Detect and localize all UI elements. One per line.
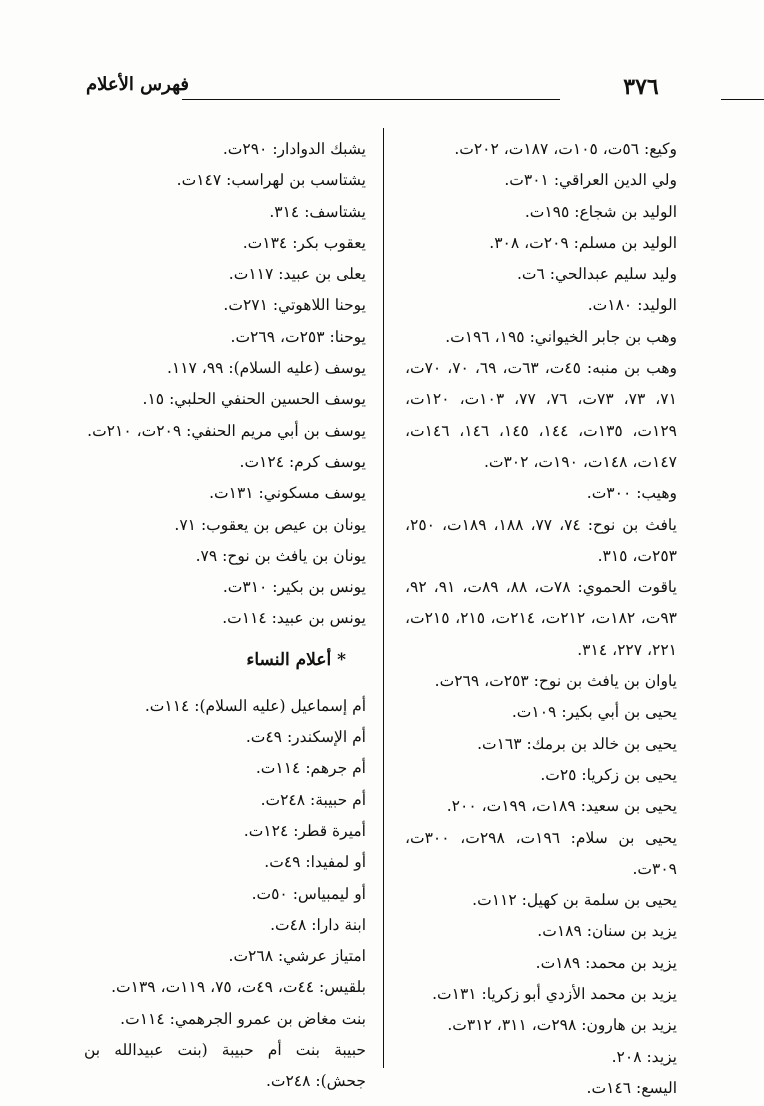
index-entry: يزيد بن محمد الأزدي أبو زكريا: ١٣١ت. [432, 985, 677, 1004]
index-entry: يعلى بن عبيد: ١١٧ت. [228, 265, 366, 284]
index-entry: ابنة دارا: ٤٨ت. [270, 915, 366, 934]
index-entry: يونان بن عيص بن يعقوب: ٧١. [174, 515, 366, 534]
index-entry: يونس بن بكير: ٣١٠ت. [222, 578, 366, 597]
index-entry: يوحنا: ٢٥٣ت، ٢٦٩ت. [230, 327, 366, 346]
index-entry: يافث بن نوح: ٧٤، ٧٧، ١٨٨، ١٨٩ت، ٢٥٠، ٢٥٣ت، ٣١٥. [405, 515, 677, 565]
index-entry: وهب بن منبه: ٤٥ت، ٦٣ت، ٦٩، ٧٠، ٧٠ت، ٧١، ٧٣، ٧٣ت، ٧٦، ٧٧، ١٠٣ت، ١٢٠ت، ١٢٩ت، ١٣٥ت، ١٤٤، ١٤٥، ١٤٦، ١٤٦ت، ١٤٧ت، ١٤٨ت، ١٩٠ت، ٣٠٢ت. [405, 359, 677, 471]
index-entry: الوليد بن مسلم: ٢٠٩ت، ٣٠٨. [489, 233, 677, 252]
index-entry: يحيى بن خالد بن برمك: ١٦٣ت. [477, 734, 677, 753]
index-entry: يزيد: ٢٠٨. [611, 1047, 677, 1066]
index-entry: بنت مغاض بن عمرو الجرهمي: ١١٤ت. [120, 1009, 366, 1028]
index-entry: أم الإسكندر: ٤٩ت. [245, 728, 366, 747]
index-entry: أميرة قطر: ١٢٤ت. [243, 821, 366, 840]
index-column-left [84, 134, 366, 1098]
index-entry: يوسف مسكوني: ١٣١ت. [209, 484, 366, 503]
page-header [86, 72, 678, 112]
index-entry: يوسف (عليه السلام): ٩٩، ١١٧. [166, 359, 366, 378]
index-entry: يوسف بن أبي مريم الحنفي: ٢٠٩ت، ٢١٠ت. [87, 421, 366, 440]
index-entry: يونس بن عبيد: ١١٤ت. [222, 609, 366, 628]
index-entry: يوسف كرم: ١٢٤ت. [239, 452, 366, 471]
index-entry: حبيبة بنت أم حبيبة (بنت عبيدالله بن جحش): ٢٤٨ت. [84, 1041, 366, 1091]
section-heading-women: * أعلام النساء [246, 649, 346, 670]
index-entry: أم جرهم: ١١٤ت. [255, 759, 366, 778]
index-entry: الوليد: ١٨٠ت. [587, 296, 677, 315]
index-entry: أم حبيبة: ٢٤٨ت. [260, 790, 366, 809]
header-rule-right [721, 99, 764, 100]
index-entry: يشتاسف: ٣١٤. [269, 202, 366, 221]
index-entry: يزيد بن هارون: ٢٩٨ت، ٣١١، ٣١٢ت. [447, 1016, 677, 1035]
index-entry: ياقوت الحموي: ٧٨ت، ٨٨، ٨٩ت، ٩١، ٩٢، ٩٣ت، ١٨٢ت، ٢١٢ت، ٢١٤ت، ٢١٥، ٢١٥ت، ٢٢١، ٢٢٧، ٣١٤. [405, 578, 677, 659]
index-entry: يحيى بن أبي بكير: ١٠٩ت. [511, 703, 677, 722]
index-entry: يحيى بن سلمة بن كهيل: ١١٢ت. [472, 891, 677, 910]
index-entry: يشبك الدوادار: ٢٩٠ت. [222, 140, 366, 158]
index-entry: اليسع: ١٤٦ت. [586, 1078, 677, 1097]
index-column-right [405, 134, 677, 1104]
index-entry: يزيد بن سنان: ١٨٩ت. [537, 922, 677, 941]
index-entry: يوسف الحسين الحنفي الحلبي: ١٥. [142, 390, 366, 409]
index-entry: أو لمفيدا: ٤٩ت. [264, 853, 366, 872]
index-entry: وهب بن جابر الخيواني: ١٩٥، ١٩٦ت. [445, 327, 677, 346]
index-entry: يوحنا اللاهوتي: ٢٧١ت. [223, 296, 366, 315]
header-rule-left [182, 99, 560, 100]
index-entry: يزيد بن محمد: ١٨٩ت. [535, 953, 677, 972]
index-entry: يعقوب بكر: ١٣٤ت. [242, 233, 366, 252]
index-entry: أو ليمبياس: ٥٠ت. [251, 884, 366, 903]
column-divider [383, 128, 384, 1068]
index-entry: يشتاسب بن لهراسب: ١٤٧ت. [176, 171, 366, 190]
index-entry: يحيى بن سلام: ١٩٦ت، ٢٩٨ت، ٣٠٠ت، ٣٠٩ت. [405, 828, 677, 878]
running-title: فهرس الأعلام [86, 74, 189, 95]
page-number: ٣٧٦ [623, 74, 659, 100]
index-entry: ولي الدين العراقي: ٣٠١ت. [504, 171, 677, 190]
index-entry: وهيب: ٣٠٠ت. [586, 484, 677, 503]
index-entry: وكيع: ٥٦ت، ١٠٥ت، ١٨٧ت، ٢٠٢ت. [454, 140, 677, 158]
index-entry: أم إسماعيل (عليه السلام): ١١٤ت. [144, 696, 366, 715]
index-entry: ياوان بن يافث بن نوح: ٢٥٣ت، ٢٦٩ت. [434, 672, 677, 691]
index-entry: يحيى بن سعيد: ١٨٩ت، ١٩٩ت، ٢٠٠. [446, 797, 677, 816]
index-entry: وليد سليم عبدالحي: ٦ت. [516, 265, 677, 284]
index-entry: الوليد بن شجاع: ١٩٥ت. [524, 202, 677, 221]
index-entry: يونان بن يافث بن نوح: ٧٩. [195, 546, 366, 565]
index-entry: يحيى بن زكريا: ٢٥ت. [540, 765, 677, 784]
index-entry: بلقيس: ٤٤ت، ٤٩ت، ٧٥، ١١٩ت، ١٣٩ت. [111, 978, 366, 997]
index-entry: امتياز عرشي: ٢٦٨ت. [228, 947, 366, 966]
